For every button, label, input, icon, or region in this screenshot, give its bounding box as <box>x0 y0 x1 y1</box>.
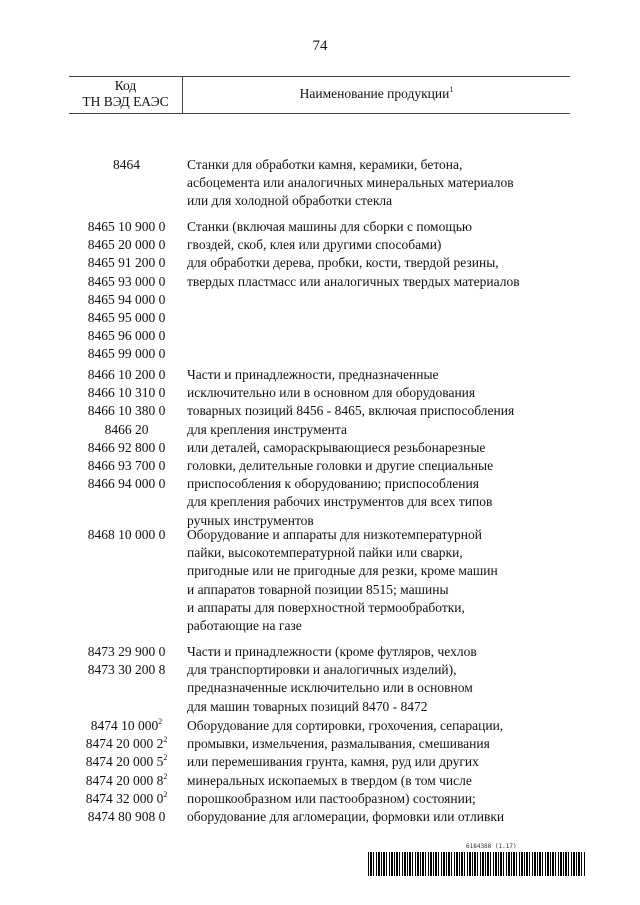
hs-code <box>69 254 184 272</box>
hs-code-text: 8466 93 700 0 <box>87 458 166 474</box>
code-header-line2: ТН ВЭД ЕАЭС <box>82 94 169 109</box>
description-line: товарных позиций 8456 - 8465, включая приспособления <box>187 403 515 419</box>
description-line: порошкообразном или пастообразном) состоянии; <box>187 790 476 806</box>
name-header-footnote: 1 <box>449 85 454 94</box>
hs-code <box>69 236 184 254</box>
hs-code-text: 8465 99 000 0 <box>87 346 166 362</box>
hs-code-text: 8465 20 000 0 <box>87 237 166 253</box>
hs-code <box>69 790 184 808</box>
hs-code-text: 8468 10 000 0 <box>87 527 166 542</box>
description-line: для транспортировки и аналогичных изделий), <box>187 662 457 678</box>
hs-code <box>69 735 184 753</box>
print-stamp: 6184388 (1.17) <box>466 843 517 850</box>
hs-code-text: 8473 29 900 0 <box>87 644 166 659</box>
table-header <box>69 76 570 114</box>
description-line: исключительно или в основном для оборудования <box>187 385 476 401</box>
hs-code-text: 8473 30 200 8 <box>87 662 166 678</box>
description-line: или деталей, самораскрывающиеся резьбонарезные <box>187 439 486 455</box>
description-line: ручных инструментов <box>187 512 314 528</box>
barcode <box>368 852 586 876</box>
hs-code-text: 8474 20 000 5 <box>85 754 164 770</box>
hs-code-text: 8474 20 000 2 <box>85 736 164 752</box>
description-line: Станки для обработки камня, керамики, бетона, <box>187 157 463 172</box>
description-line: пайки, высокотемпературной пайки или сварки, <box>187 545 463 561</box>
hs-code <box>69 366 184 384</box>
hs-code-text: 8466 10 380 0 <box>87 403 166 419</box>
description-line: пригодные или не пригодные для резки, кроме машин <box>187 563 498 579</box>
hs-code <box>69 772 184 790</box>
code-cell <box>69 218 184 364</box>
hs-code-text: 8465 95 000 0 <box>87 310 166 326</box>
code-cell <box>69 643 184 679</box>
description-line: или для холодной обработки стекла <box>187 193 393 209</box>
hs-code <box>69 345 184 363</box>
description-line: минеральных ископаемых в твердом (в том числе <box>187 772 472 788</box>
hs-code-text: 8465 93 000 0 <box>87 273 166 289</box>
description-cell <box>187 717 577 826</box>
description-line: для крепления рабочих инструментов для всех типов <box>187 494 493 510</box>
hs-code-text: 8465 94 000 0 <box>87 291 166 307</box>
code-column-header <box>69 78 182 110</box>
code-cell <box>69 717 184 826</box>
hs-code-text: 8474 80 908 0 <box>87 809 166 825</box>
hs-code <box>69 291 184 309</box>
description-line: и аппаратов товарной позиции 8515; машины <box>187 581 449 597</box>
hs-code <box>69 273 184 291</box>
name-header-label: Наименование продукции <box>299 86 450 101</box>
description-line: головки, делительные головки и другие специальные <box>187 458 494 474</box>
hs-code-text: 8466 20 <box>104 421 149 437</box>
description-line: Оборудование для сортировки, грохочения, сепарации, <box>187 718 504 733</box>
description-line: гвоздей, скоб, клея или другими способами) <box>187 237 442 253</box>
description-line: для обработки дерева, пробки, кости, твердой резины, <box>187 255 499 271</box>
description-line: работающие на газе <box>187 618 302 634</box>
hs-code <box>69 327 184 345</box>
code-cell <box>69 526 184 544</box>
page-number: 74 <box>312 38 328 54</box>
hs-code <box>69 526 184 544</box>
hs-code-text: 8466 10 310 0 <box>87 385 166 401</box>
hs-code-footnote: 2 <box>158 717 163 726</box>
description-line: и аппараты для поверхностной термообработки, <box>187 599 465 615</box>
hs-code <box>69 457 184 475</box>
description-cell <box>187 526 577 635</box>
hs-code-text: 8474 10 000 <box>90 718 159 733</box>
hs-code-text: 8465 91 200 0 <box>87 255 166 271</box>
hs-code <box>69 156 184 174</box>
hs-code <box>69 309 184 327</box>
hs-code <box>69 421 184 439</box>
description-cell <box>187 643 577 716</box>
description-line: приспособления к оборудованию; приспособления <box>187 476 479 492</box>
hs-code-footnote: 2 <box>163 789 168 799</box>
description-line: промывки, измельчения, размалывания, смешивания <box>187 736 490 752</box>
description-line: асбоцемента или аналогичных минеральных материалов <box>187 175 514 191</box>
hs-code <box>69 384 184 402</box>
hs-code <box>69 808 184 826</box>
hs-code <box>69 661 184 679</box>
hs-code <box>69 643 184 661</box>
name-column-header <box>183 86 570 102</box>
description-line: Оборудование и аппараты для низкотемпературной <box>187 527 482 542</box>
hs-code <box>69 439 184 457</box>
description-line: для крепления инструмента <box>187 421 347 437</box>
hs-code <box>69 717 184 735</box>
description-line: предназначенные исключительно или в основном <box>187 680 473 696</box>
hs-code-text: 8466 94 000 0 <box>87 476 166 492</box>
hs-code-footnote: 2 <box>163 753 168 763</box>
hs-code <box>69 475 184 493</box>
hs-code <box>69 753 184 771</box>
hs-code-text: 8474 32 000 0 <box>85 790 164 806</box>
description-cell <box>187 366 577 530</box>
description-cell <box>187 156 577 211</box>
code-cell <box>69 156 184 174</box>
description-line: оборудование для агломерации, формовки или отливки <box>187 809 505 825</box>
hs-code-text: 8465 96 000 0 <box>87 328 166 344</box>
description-line: для машин товарных позиций 8470 - 8472 <box>187 698 428 714</box>
description-line: Части и принадлежности, предназначенные <box>187 367 439 382</box>
code-header-line1: Код <box>114 78 137 93</box>
description-line: или перемешивания грунта, камня, руд или других <box>187 754 479 770</box>
code-cell <box>69 366 184 493</box>
hs-code-text: 8466 10 200 0 <box>87 367 166 382</box>
hs-code-text: 8466 92 800 0 <box>87 439 166 455</box>
hs-code-text: 8474 20 000 8 <box>85 772 164 788</box>
hs-code-text: 8464 <box>113 157 140 172</box>
hs-code-footnote: 2 <box>163 735 168 745</box>
description-line: Части и принадлежности (кроме футляров, чехлов <box>187 644 477 659</box>
hs-code-text: 8465 10 900 0 <box>87 219 166 234</box>
hs-code-footnote: 2 <box>163 771 168 781</box>
hs-code <box>69 402 184 420</box>
description-cell <box>187 218 577 291</box>
description-line: Станки (включая машины для сборки с помощью <box>187 219 472 234</box>
description-line: твердых пластмасс или аналогичных твердых материалов <box>187 273 520 289</box>
hs-code <box>69 218 184 236</box>
